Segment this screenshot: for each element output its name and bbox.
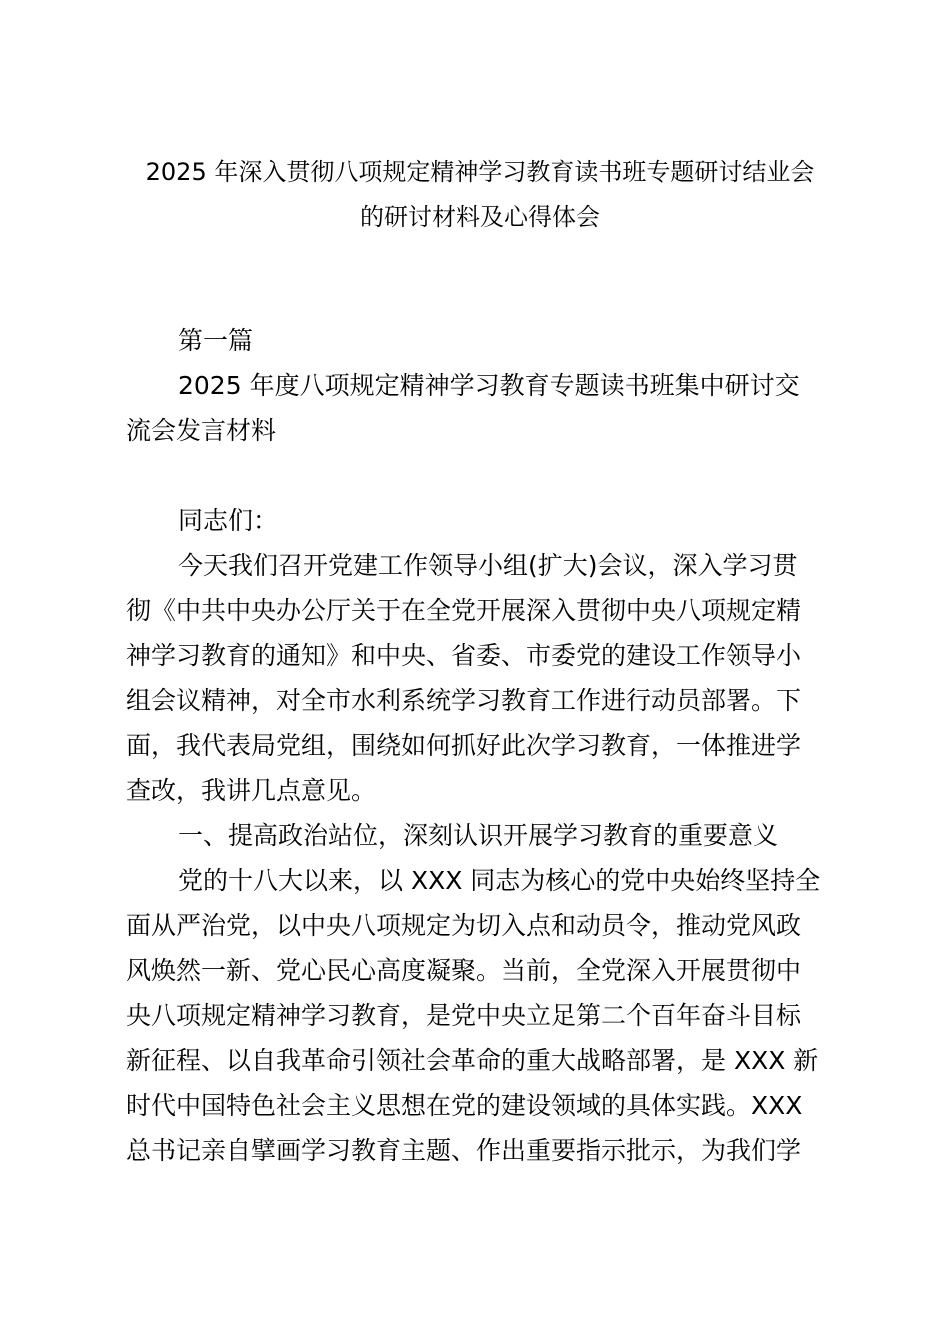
paragraph1-line: 查改，我讲几点意见。: [126, 776, 377, 805]
document-body: [126, 318, 836, 453]
title-line-2: 的研讨材料及心得体会: [360, 203, 600, 231]
subtitle-line-1: 2025 年度八项规定精神学习教育专题读书班集中研讨交: [178, 371, 800, 400]
paragraph1-line: 彻《中共中央办公厅关于在全党开展深入贯彻中央八项规定精: [126, 596, 802, 625]
paragraph1-line: 今天我们召开党建工作领导小组(扩大)会议，深入学习贯: [178, 551, 798, 580]
document-title: [110, 150, 850, 240]
paragraph1-line: 神学习教育的通知》和中央、省委、市委党的建设工作领导小: [126, 641, 802, 670]
paragraph1-line: 组会议精神，对全市水利系统学习教育工作进行动员部署。下: [126, 686, 802, 715]
subtitle-line-2: 流会发言材料: [126, 416, 277, 445]
paragraph2-line: 新征程、以自我革命引领社会革命的重大战略部署，是 XXX 新: [126, 1046, 819, 1075]
section-label: 第一篇: [178, 326, 254, 355]
paragraph2-line: 央八项规定精神学习教育，是党中央立足第二个百年奋斗目标: [126, 1001, 802, 1030]
salutation: 同志们：: [178, 506, 279, 535]
title-line-1: 2025 年深入贯彻八项规定精神学习教育读书班专题研讨结业会: [145, 158, 815, 186]
section-heading-1: 一、提高政治站位，深刻认识开展学习教育的重要意义: [178, 821, 779, 850]
paragraph2-line: 面从严治党，以中央八项规定为切入点和动员令，推动党风政: [126, 911, 802, 940]
paragraph1-line: 面，我代表局党组，围绕如何抓好此次学习教育，一体推进学: [126, 731, 802, 760]
paragraph2-line: 风焕然一新、党心民心高度凝聚。当前，全党深入开展贯彻中: [126, 956, 802, 985]
paragraph2-line: 总书记亲自擘画学习教育主题、作出重要指示批示，为我们学: [126, 1136, 802, 1165]
paragraph2-line: 党的十八大以来，以 XXX 同志为核心的党中央始终坚持全: [178, 866, 821, 895]
speech-body: [126, 498, 836, 1173]
paragraph2-line: 时代中国特色社会主义思想在党的建设领域的具体实践。XXX: [126, 1091, 803, 1120]
